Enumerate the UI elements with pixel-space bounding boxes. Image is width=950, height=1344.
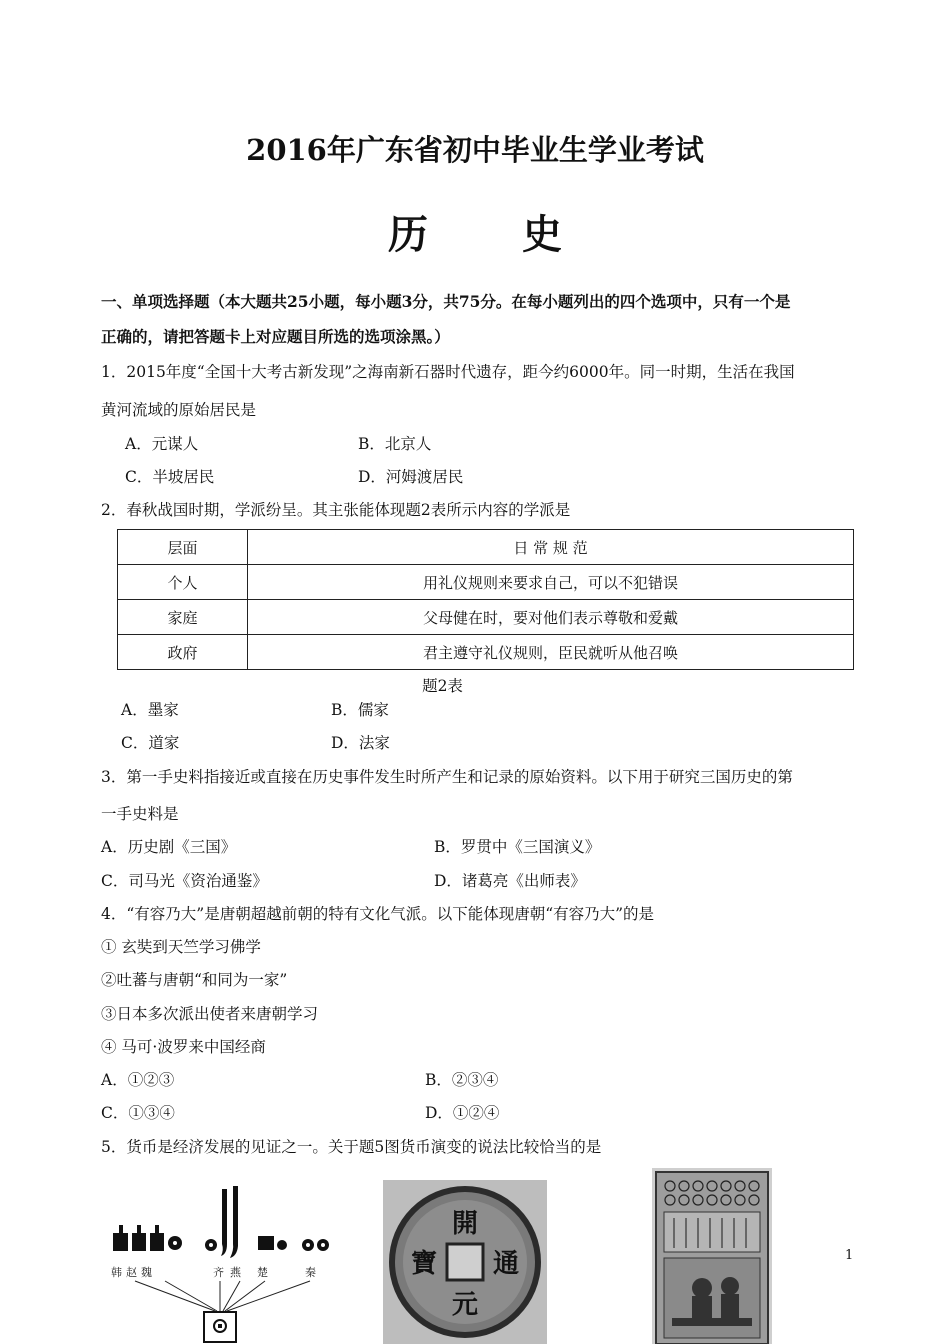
table-cell: 用礼仪规则来要求自己，可以不犯错误 [248, 565, 854, 600]
q4-option-d: D．①②④ [425, 1104, 500, 1122]
table-row [118, 565, 854, 600]
q4-item-4: ④ 马可·波罗来中国经商 [101, 1038, 266, 1056]
coin-char-top: 開 [451, 1209, 479, 1239]
state-label: 齐 [213, 1266, 224, 1279]
coin-char-right: 通 [492, 1249, 520, 1279]
subject-title: 历 史 [388, 211, 602, 258]
q2-option-a: A．墨家 [121, 701, 179, 719]
table-cell: 政府 [118, 635, 248, 670]
table-cell: 父母健在时，要对他们表示尊敬和爱戴 [248, 600, 854, 635]
table-cell: 君主遵守礼仪规则，臣民就听从他召唤 [248, 635, 854, 670]
q1-stem-line2: 黄河流域的原始居民是 [101, 401, 257, 419]
state-label: 韩 [111, 1266, 122, 1279]
coin-char-bottom: 元 [451, 1290, 479, 1320]
q2-option-c: C．道家 [121, 734, 180, 752]
state-label: 楚 [257, 1266, 268, 1279]
table-header-cell: 层面 [118, 530, 248, 565]
q4-option-c: C．①③④ [101, 1104, 175, 1122]
q2-table [117, 529, 854, 670]
spade-coins-icon [113, 1225, 164, 1251]
q2-option-d: D．法家 [331, 734, 390, 752]
state-label: 魏 [141, 1266, 152, 1279]
q2-option-b: B．儒家 [331, 701, 389, 719]
state-label: 赵 [126, 1266, 137, 1279]
state-label: 燕 [230, 1266, 241, 1279]
table-cell: 个人 [118, 565, 248, 600]
warring-states-coins-figure [105, 1183, 345, 1344]
q2-stem: 2．春秋战国时期，学派纷呈。其主张能体现题2表所示内容的学派是 [101, 501, 571, 519]
knife-coins-icon [221, 1186, 238, 1258]
q4-item-3: ③日本多次派出使者来唐朝学习 [101, 1005, 319, 1023]
q4-item-2: ②吐蕃与唐朝“和同为一家” [101, 971, 288, 989]
q1-stem-line1: 1．2015年度“全国十大考古新发现”之海南新石器时代遗存，距今约6000年。同一时期，生活在我国 [101, 363, 795, 381]
q2-table-caption: 题2表 [422, 677, 463, 695]
q1-option-c: C．半坡居民 [125, 468, 215, 486]
kaiyuan-tongbao-coin-figure [383, 1180, 547, 1344]
table-header-cell: 日 常 规 范 [248, 530, 854, 565]
table-header-row [118, 530, 854, 565]
state-label: 秦 [305, 1266, 316, 1279]
table-row [118, 635, 854, 670]
q3-stem-line2: 一手史料是 [101, 805, 179, 823]
q5-stem: 5．货币是经济发展的见证之一。关于题5图货币演变的说法比较恰当的是 [101, 1138, 602, 1156]
q4-option-b: B．②③④ [425, 1071, 499, 1089]
exam-title: 2016年广东省初中毕业生学业考试 [246, 133, 704, 167]
q3-stem-line1: 3．第一手史料指接近或直接在历史事件发生时所产生和记录的原始资料。以下用于研究三国历史的第 [101, 768, 793, 786]
q3-option-c: C．司马光《资治通鉴》 [101, 872, 268, 890]
q1-option-a: A．元谋人 [125, 435, 199, 453]
q4-item-1: ① 玄奘到天竺学习佛学 [101, 938, 261, 956]
table-row [118, 600, 854, 635]
q4-option-a: A．①②③ [101, 1071, 175, 1089]
coin-char-left: 寶 [410, 1249, 438, 1279]
q3-option-a: A．历史剧《三国》 [101, 838, 237, 856]
section-instruction-line2: 正确的，请把答题卡上对应题目所选的选项涂黑。） [101, 327, 450, 346]
section-instruction-line1: 一、单项选择题（本大题共25小题，每小题3分，共75分。在每小题列出的四个选项中，只有一个是 [101, 292, 791, 311]
page-number: 1 [845, 1248, 854, 1263]
paper-banknote-figure [652, 1168, 772, 1344]
q3-option-b: B．罗贯中《三国演义》 [434, 838, 601, 856]
ant-nose-coin-icon [258, 1236, 274, 1250]
q3-option-d: D．诸葛亮《出师表》 [434, 872, 586, 890]
q1-option-b: B．北京人 [358, 435, 432, 453]
table-cell: 家庭 [118, 600, 248, 635]
q1-option-d: D．河姆渡居民 [358, 468, 464, 486]
q4-stem: 4．“有容乃大”是唐朝超越前朝的特有文化气派。以下能体现唐朝“有容乃大”的是 [101, 905, 655, 923]
